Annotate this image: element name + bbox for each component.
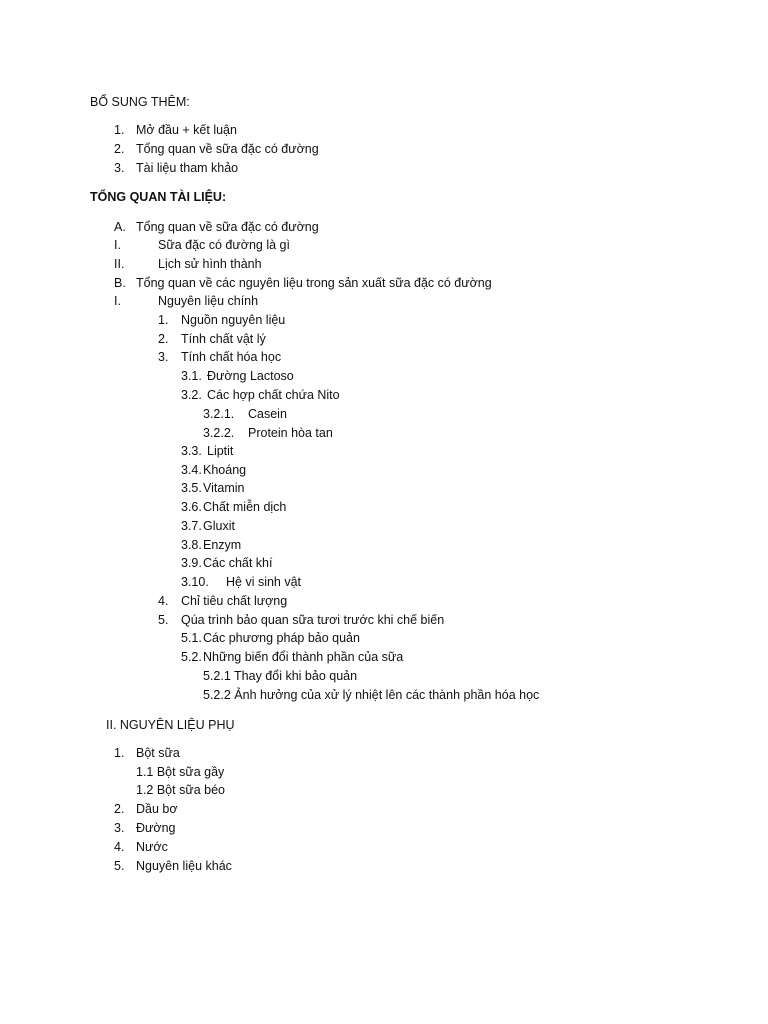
list-item: Nước [136,840,168,854]
list-number: 2. [158,332,169,346]
list-item: 5.2.2 Ảnh hưởng của xử lý nhiệt lên các thành phần hóa học [203,688,540,702]
list-item: Đường Lactoso [207,369,294,383]
list-number: 3. [158,350,169,364]
list-number: 3.8. [181,538,202,552]
list-item: Mở đầu + kết luận [136,123,237,137]
list-item: Casein [248,407,287,421]
list-item: Tổng quan về sữa đặc có đường [136,142,319,156]
list-item: Chỉ tiêu chất lượng [181,594,288,608]
list-item: Các hợp chất chứa Nito [207,388,340,402]
list-item: Những biến đổi thành phần của sữa [203,650,404,664]
list-number: 3.10. [181,575,209,589]
list-item: Protein hòa tan [248,426,333,440]
list-number: 3.3. [181,444,202,458]
list-item: Hệ vi sinh vật [226,575,302,589]
list-item: Đường [136,821,176,835]
list-number: B. [114,276,126,290]
list-number: 3.1. [181,369,202,383]
list-item: Tính chất hóa học [181,350,282,364]
list-item: Tính chất vật lý [181,332,266,346]
list-item: 1.2 Bột sữa béo [136,783,225,797]
list-number: 3.7. [181,519,202,533]
list-number: I. [114,294,121,308]
list-item: Vitamin [203,481,245,495]
list-item: Khoáng [203,463,247,477]
list-number: 4. [114,840,125,854]
list-item: 5.2.1 Thay đổi khi bảo quản [203,669,358,683]
section-heading-nguyen-lieu-phu: II. NGUYÊN LIỆU PHỤ [106,718,235,732]
list-number: 1. [114,746,125,760]
list-number: 3.2. [181,388,202,402]
list-item: Nguyên liệu chính [158,294,259,308]
list-number: 3.6. [181,500,202,514]
list-item: Tổng quan về sữa đặc có đường [136,220,319,234]
section-heading-bo-sung: BỔ SUNG THÊM: [90,95,190,109]
list-item: Dầu bơ [136,802,178,816]
section-heading-tong-quan: TỔNG QUAN TÀI LIỆU: [90,190,227,204]
list-item: Bột sữa [136,746,180,760]
list-number: 5. [114,859,125,873]
list-number: II. [114,257,125,271]
list-item: Các chất khí [203,556,273,570]
list-item: Nguyên liệu khác [136,859,232,873]
list-number: 4. [158,594,169,608]
list-number: 1. [114,123,125,137]
list-number: 3.9. [181,556,202,570]
list-item: Liptit [207,444,234,458]
list-number: 5.1. [181,631,202,645]
list-item: Enzym [203,538,242,552]
list-number: 1. [158,313,169,327]
list-item: Chất miễn dịch [203,500,287,514]
list-item: 1.1 Bột sữa gầy [136,765,225,779]
list-number: 2. [114,142,125,156]
list-item: Qúa trình bảo quan sữa tươi trước khi chế biến [181,613,445,627]
list-number: 3.5. [181,481,202,495]
list-item: Nguồn nguyên liệu [181,313,286,327]
list-item: Tổng quan về các nguyên liệu trong sản xuất sữa đặc có đường [136,276,492,290]
list-item: Tài liệu tham khảo [136,161,239,175]
list-number: 3. [114,821,125,835]
list-number: A. [114,220,126,234]
list-item: Sữa đặc có đường là gì [158,238,290,252]
list-number: 5.2. [181,650,202,664]
list-number: 3.4. [181,463,202,477]
list-number: 3.2.2. [203,426,235,440]
list-number: 3. [114,161,125,175]
list-number: 2. [114,802,125,816]
list-item: Gluxit [203,519,235,533]
list-item: Các phương pháp bảo quản [203,631,360,645]
list-item: Lịch sử hình thành [158,257,262,271]
list-number: I. [114,238,121,252]
list-number: 3.2.1. [203,407,235,421]
list-number: 5. [158,613,169,627]
